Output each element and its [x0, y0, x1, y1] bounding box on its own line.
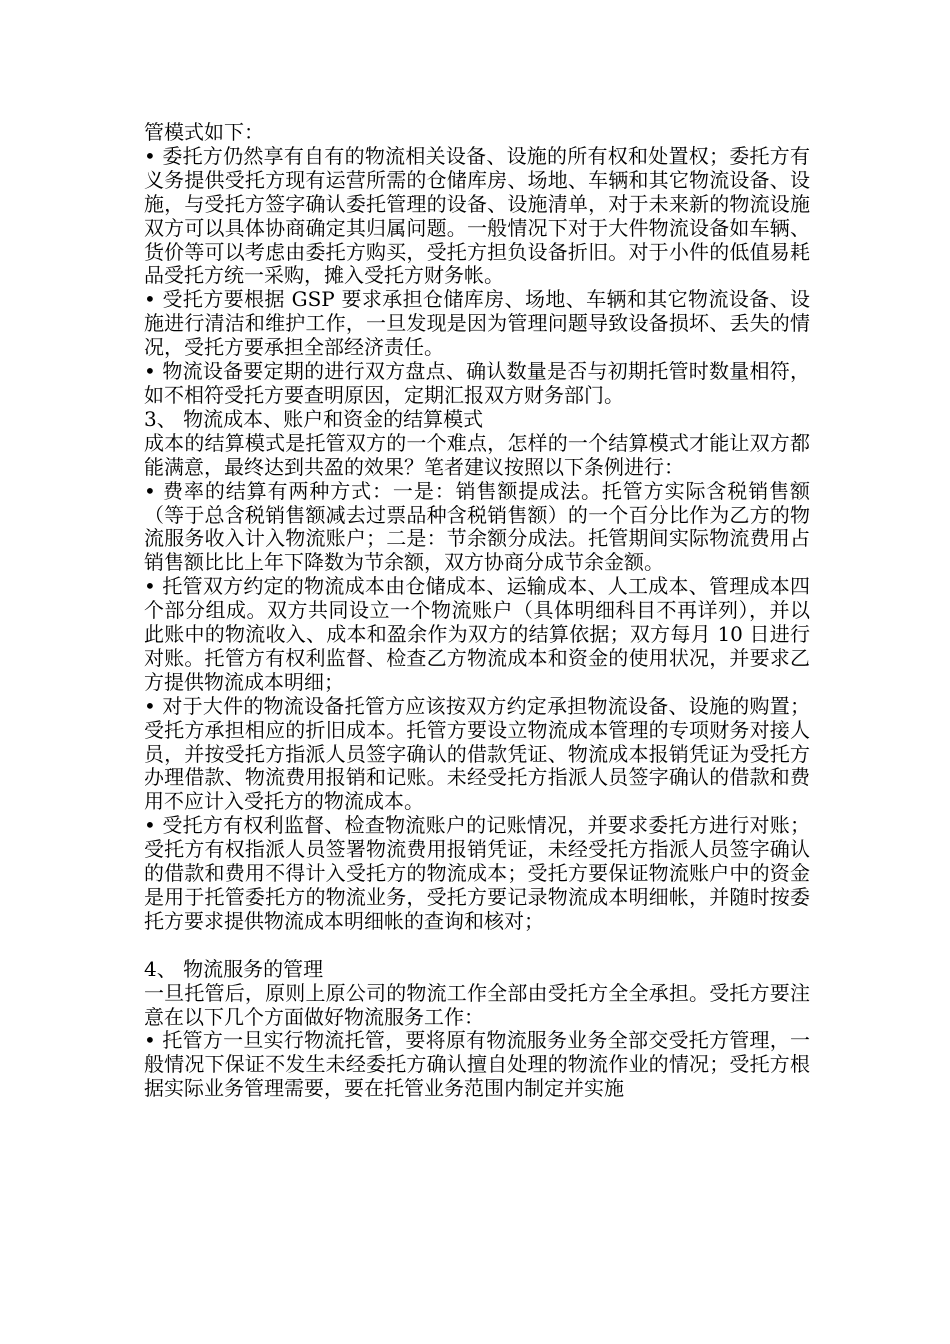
blank-line: [144, 934, 810, 958]
bullet-account-audit: • 受托方有权利监督、检查物流账户的记账情况，并要求委托方进行对账；受托方有权指派人员签署物流费用报销凭证，未经受托方指派人员签字确认的借款和费用不得计入受托方的物流成本；受托方要保证物流账户中的资金是用于托管委托方的物流业务，受托方要记录物流成本明细帐，并随时按委托方要求提供物流成本明细帐的查询和核对；: [144, 813, 810, 933]
document-body: [144, 121, 810, 1101]
bullet-maintenance: • 受托方要根据 GSP 要求承担仓储库房、场地、车辆和其它物流设备、设施进行清洁和维护工作，一旦发现是因为管理问题导致设备损坏、丢失的情况，受托方要承担全部经济责任。: [144, 287, 810, 360]
bullet-rate: • 费率的结算有两种方式：一是：销售额提成法。托管方实际含税销售额（等于总含税销售额减去过票品种含税销售额）的一个百分比作为乙方的物流服务收入计入物流账户；二是：节余额分成法。托管期间实际物流费用占销售额比比上年下降数为节余额，双方协商分成节余金额。: [144, 478, 810, 575]
section-heading-4: 4、 物流服务的管理: [144, 956, 324, 981]
bullet-equipment-purchase: • 对于大件的物流设备托管方应该按双方约定承担物流设备、设施的购置；受托方承担相应的折旧成本。托管方要设立物流成本管理的专项财务对接人员，并按受托方指派人员签字确认的借款凭证、物流成本报销凭证为受托方办理借款、物流费用报销和记账。未经受托方指派人员签字确认的借款和费用不应计入受托方的物流成本。: [144, 693, 810, 814]
section-heading-3: 3、 物流成本、账户和资金的结算模式: [144, 406, 484, 431]
paragraph-settlement: 成本的结算模式是托管双方的一个难点，怎样的一个结算模式才能让双方都能满意，最终达到共盈的效果？笔者建议按照以下条例进行：: [144, 430, 810, 479]
bullet-ownership: • 委托方仍然享有自有的物流相关设备、设施的所有权和处置权；委托方有义务提供受托方现有运营所需的仓储库房、场地、车辆和其它物流设备、设施，与受托方签字确认委托管理的设备、设施清单，对于未来新的物流设施双方可以具体协商确定其归属问题。一般情况下对于大件物流设备如车辆、货价等可以考虑由委托方购买，受托方担负设备折旧。对于小件的低值易耗品受托方统一采购，摊入受托方财务帐。: [144, 143, 810, 288]
bullet-cost-structure: • 托管双方约定的物流成本由仓储成本、运输成本、人工成本、管理成本四个部分组成。双方共同设立一个物流账户（具体明细科目不再详列），并以此账中的物流收入、成本和盈余作为双方的结算依据；双方每月 10 日进行对账。托管方有权利监督、检查乙方物流成本和资金的使用状况，并要求乙方提供物流成本明细；: [144, 574, 810, 694]
paragraph-service: 一旦托管后，原则上原公司的物流工作全部由受托方全全承担。受托方要注意在以下几个方面做好物流服务工作：: [144, 980, 810, 1029]
bullet-inventory: • 物流设备要定期的进行双方盘点、确认数量是否与初期托管时数量相符，如不相符受托方要查明原因，定期汇报双方财务部门。: [144, 359, 810, 407]
paragraph-intro: 管模式如下：: [144, 120, 264, 144]
bullet-service-transfer: • 托管方一旦实行物流托管，要将原有物流服务业务全部交受托方管理，一般情况下保证不发生未经委托方确认擅自处理的物流作业的情况；受托方根据实际业务管理需要，要在托管业务范围内制定并实施: [144, 1028, 810, 1101]
